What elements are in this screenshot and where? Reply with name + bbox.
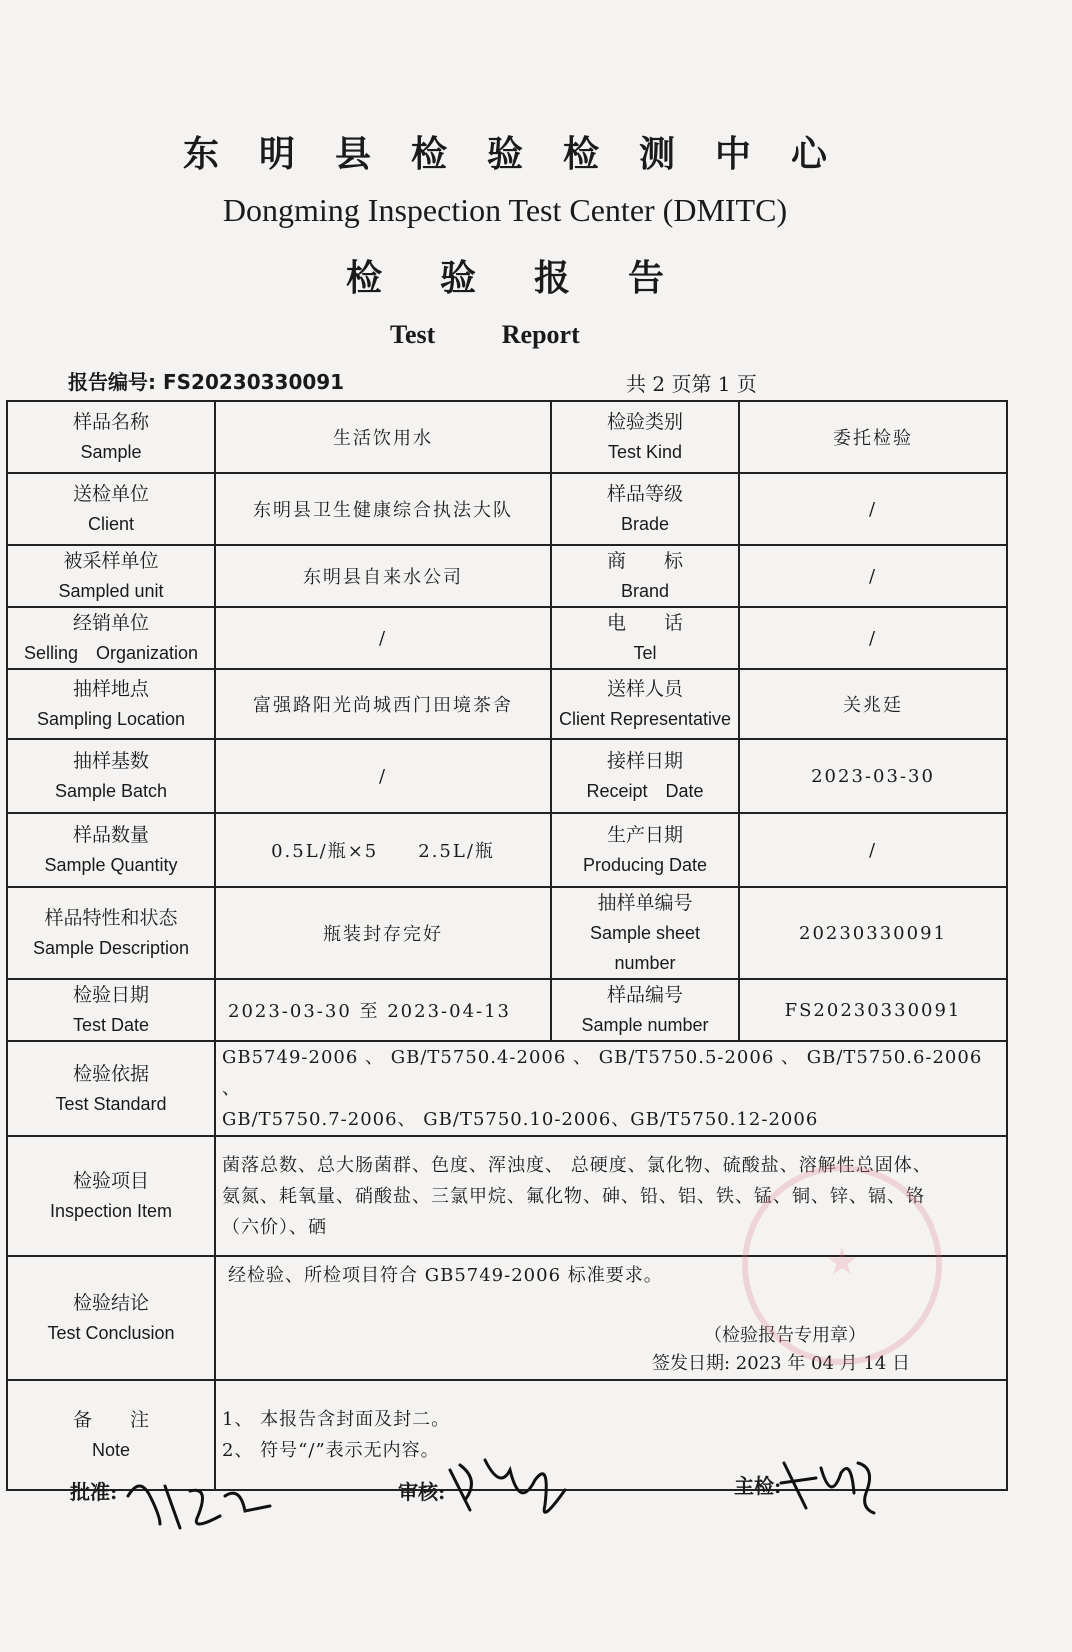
field-label: 抽样单编号 Sample sheet number <box>551 887 739 979</box>
field-value: / <box>739 607 1007 669</box>
label-note: 备 注 Note <box>7 1380 215 1490</box>
review-label: 审核: <box>398 1480 446 1504</box>
label-conclusion: 检验结论 Test Conclusion <box>7 1256 215 1380</box>
field-label: 抽样地点 Sampling Location <box>7 669 215 739</box>
field-label: 电 话 Tel <box>551 607 739 669</box>
field-label: 送检单位 Client <box>7 473 215 545</box>
field-value: FS20230330091 <box>739 979 1007 1041</box>
field-label: 样品特性和状态 Sample Description <box>7 887 215 979</box>
field-value: 东明县自来水公司 <box>215 545 551 607</box>
seal-label: （检验报告专用章） <box>704 1325 866 1346</box>
field-value: 委托检验 <box>739 401 1007 473</box>
field-value: / <box>215 607 551 669</box>
field-value: 20230330091 <box>739 887 1007 979</box>
report-title-en: Test Report <box>390 320 580 349</box>
page-count: 共 2 页第 1 页 <box>626 372 757 396</box>
field-label: 样品编号 Sample number <box>551 979 739 1041</box>
field-value: / <box>739 813 1007 887</box>
issue-date: 签发日期: 2023 年 04 月 14 日 <box>652 1353 911 1374</box>
field-label: 商 标 Brand <box>551 545 739 607</box>
field-label: 送样人员 Client Representative <box>551 669 739 739</box>
value-conclusion: 经检验、所检项目符合 GB5749-2006 标准要求。 （检验报告专用章） 签发日期: 2023 年 04 月 14 日 <box>215 1256 1007 1380</box>
field-value: 富强路阳光尚城西门田境茶舍 <box>215 669 551 739</box>
value-items: 菌落总数、总大肠菌群、色度、浑浊度、 总硬度、氯化物、硫酸盐、溶解性总固体、 氨氮、耗氧量、硝酸盐、三氯甲烷、氟化物、砷、铅、铝、铁、锰、铜、锌、镉、铬 （六价）、硒 <box>215 1136 1007 1256</box>
review-signature <box>440 1450 580 1530</box>
field-label: 生产日期 Producing Date <box>551 813 739 887</box>
field-label: 样品等级 Brade <box>551 473 739 545</box>
field-value: / <box>739 545 1007 607</box>
official-seal-icon <box>742 1165 942 1365</box>
approve-label: 批准: <box>70 1480 118 1504</box>
value-standard: GB5749-2006 、 GB/T5750.4-2006 、 GB/T5750.5-2006 、 GB/T5750.6-2006 、 GB/T5750.7-2006、 GB/T5750.10-2006、GB/T5750.12-2006 <box>215 1041 1007 1136</box>
field-label: 检验日期 Test Date <box>7 979 215 1041</box>
table-row <box>7 669 1007 739</box>
report-number: 报告编号: FS20230330091 <box>68 370 345 394</box>
center-name-en: Dongming Inspection Test Center (DMITC) <box>222 192 788 228</box>
field-label: 抽样基数 Sample Batch <box>7 739 215 813</box>
value-note: 1、 本报告含封面及封二。 2、 符号“/”表示无内容。 <box>215 1380 1007 1490</box>
field-label: 检验类别 Test Kind <box>551 401 739 473</box>
table-row <box>7 473 1007 545</box>
field-value: 生活饮用水 <box>215 401 551 473</box>
field-label: 样品数量 Sample Quantity <box>7 813 215 887</box>
field-value: 东明县卫生健康综合执法大队 <box>215 473 551 545</box>
field-label: 被采样单位 Sampled unit <box>7 545 215 607</box>
table-row <box>7 887 1007 979</box>
table-row <box>7 545 1007 607</box>
table-row <box>7 739 1007 813</box>
table-row <box>7 979 1007 1041</box>
approve-signature <box>120 1466 280 1536</box>
table-row <box>7 813 1007 887</box>
report-title-cn: 检验报告 <box>345 257 722 299</box>
test-signature <box>776 1448 886 1523</box>
field-label: 接样日期 Receipt Date <box>551 739 739 813</box>
table-row <box>7 401 1007 473</box>
field-value: / <box>215 739 551 813</box>
field-value: 2023-03-30 <box>739 739 1007 813</box>
field-value: 0.5L/瓶×5 2.5L/瓶 <box>215 813 551 887</box>
field-value: 关兆廷 <box>739 669 1007 739</box>
field-value: 瓶装封存完好 <box>215 887 551 979</box>
table-row-standard <box>7 1041 1007 1136</box>
label-standard: 检验依据 Test Standard <box>7 1041 215 1136</box>
center-name-cn: 东明县检验检测中心 <box>182 133 867 175</box>
test-label: 主检: <box>734 1474 782 1498</box>
field-label: 经销单位 Selling Organization <box>7 607 215 669</box>
table-row <box>7 607 1007 669</box>
field-value: 2023-03-30 至 2023-04-13 <box>215 979 551 1041</box>
field-label: 样品名称 Sample <box>7 401 215 473</box>
label-items: 检验项目 Inspection Item <box>7 1136 215 1256</box>
field-value: / <box>739 473 1007 545</box>
